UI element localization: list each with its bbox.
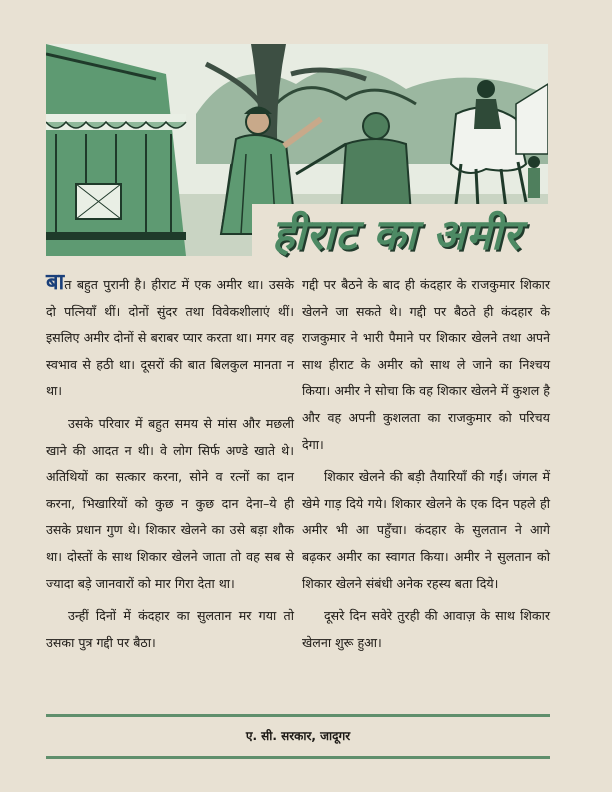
- right-column: [302, 272, 550, 656]
- paragraph-1-text: त बहुत पुरानी है। हीराट में एक अमीर था। उसके दो पत्नियाँ थीं। दोनों सुंदर तथा विवेकशीलाएं थीं। इसलिए अमीर दोनों से बराबर प्यार करता था। मगर वह स्वभाव से हठी था। दूसरों की बात बिलकुल मानता न था।: [46, 277, 294, 399]
- paragraph-3: उन्हीं दिनों में कंदहार का सुलतान मर गया तो उसका पुत्र गद्दी पर बैठा।: [46, 608, 294, 650]
- paragraph-5: शिकार खेलने की बड़ी तैयारियाँ की गईं। जंगल में खेमे गाड़ दिये गये। शिकार खेलने के एक दिन पहले ही अमीर भी आ पहुँचा। कंदहार के सुलतान ने आगे बढ़कर अमीर का स्वागत किया। अमीर ने सुलतान को शिकार खेलने संबंधी अनेक रहस्य बता दिये।: [302, 469, 550, 591]
- paragraph-2: उसके परिवार में बहुत समय से मांस और मछली खाने की आदत न थी। वे लोग सिर्फ अण्डे खाते थे। अतिथियों का सत्कार करना, सोने व रत्नों का दान करना, भिखारियों को कुछ न कुछ दान देना–ये ही उसके प्रधान गुण थे। शिकार खेलने का उसे बड़ा शौक था। दोस्तों के साथ शिकार खेलने जाता तो वह सब से ज्यादा बड़े जानवारों को मार गिरा देता था।: [46, 415, 294, 591]
- paragraph-6: दूसरे दिन सवेरे तुरही की आवाज़ के साथ शिकार खेलना शुरू हुआ।: [302, 608, 550, 650]
- footer-rule-top: [46, 714, 550, 717]
- story-title: हीराट का अमीर: [272, 210, 522, 259]
- paragraph-1: [46, 272, 294, 405]
- footer-rule-bottom: [46, 756, 550, 759]
- paragraph-4: गद्दी पर बैठने के बाद ही कंदहार के राजकुमार शिकार खेलने जा सकते थे। गद्दी पर बैठते ही कंदहार के राजकुमार ने भारी पैमाने पर शिकार खेलने तथा अपने साथ हीराट के अमीर को साथ ले जाने का निश्चय किया। अमीर ने सोचा कि वह शिकार खेलने में कुशल है और वह अपनी कुशलता का राजकुमार को परिचय देगा।: [302, 277, 550, 452]
- author-credit: ए. सी. सरकार, जादूगर: [245, 729, 351, 743]
- left-column: [46, 272, 294, 656]
- drop-cap: बा: [46, 270, 65, 295]
